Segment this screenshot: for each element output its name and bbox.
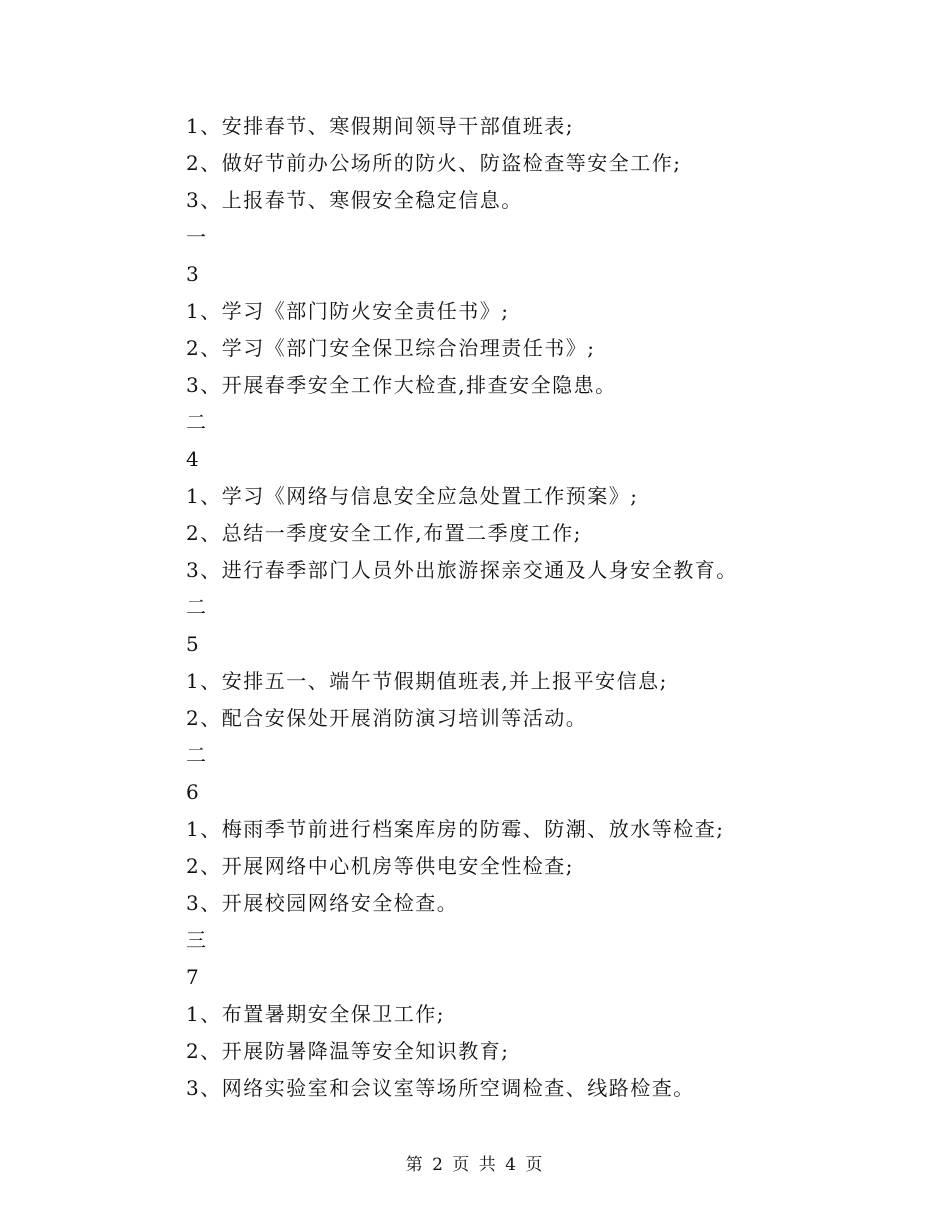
text-line: 1、安排五一、端午节假期值班表,并上报平安信息; <box>186 669 668 693</box>
text-line: 5 <box>186 632 201 656</box>
text-line: 4 <box>186 447 201 471</box>
text-line: 2、开展防暑降温等安全知识教育; <box>186 1039 510 1063</box>
text-line: 3 <box>186 262 201 286</box>
text-line: 3、网络实验室和会议室等场所空调检查、线路检查。 <box>186 1076 695 1100</box>
text-line: 1、布置暑期安全保卫工作; <box>186 1002 445 1026</box>
text-line: 3、进行春季部门人员外出旅游探亲交通及人身安全教育。 <box>186 558 738 582</box>
page-footer: 第 2 页 共 4 页 <box>405 1155 545 1175</box>
text-line: 二 <box>186 410 208 434</box>
text-line: 2、做好节前办公场所的防火、防盗检查等安全工作; <box>186 151 682 175</box>
text-line: 1、学习《网络与信息安全应急处置工作预案》; <box>186 484 639 508</box>
text-line: 3、上报春节、寒假安全稳定信息。 <box>186 188 523 212</box>
document-body <box>186 108 886 1107</box>
text-line: 6 <box>186 780 201 804</box>
text-line: 2、配合安保处开展消防演习培训等活动。 <box>186 706 588 730</box>
text-line: 2、开展网络中心机房等供电安全性检查; <box>186 854 574 878</box>
text-line: 二 <box>186 743 208 767</box>
text-line: 2、学习《部门安全保卫综合治理责任书》; <box>186 336 596 360</box>
text-line: 三 <box>186 928 208 952</box>
text-line: 3、开展春季安全工作大检查,排查安全隐患。 <box>186 373 617 397</box>
text-line: 1、梅雨季节前进行档案库房的防霉、防潮、放水等检查; <box>186 817 725 841</box>
text-line: 3、开展校园网络安全检查。 <box>186 891 459 915</box>
text-line: 7 <box>186 965 201 989</box>
text-line: 1、学习《部门防火安全责任书》; <box>186 299 510 323</box>
text-line: 一 <box>186 225 208 249</box>
text-line: 1、安排春节、寒假期间领导干部值班表; <box>186 114 574 138</box>
text-line: 2、总结一季度安全工作,布置二季度工作; <box>186 521 582 545</box>
text-line: 二 <box>186 595 208 619</box>
